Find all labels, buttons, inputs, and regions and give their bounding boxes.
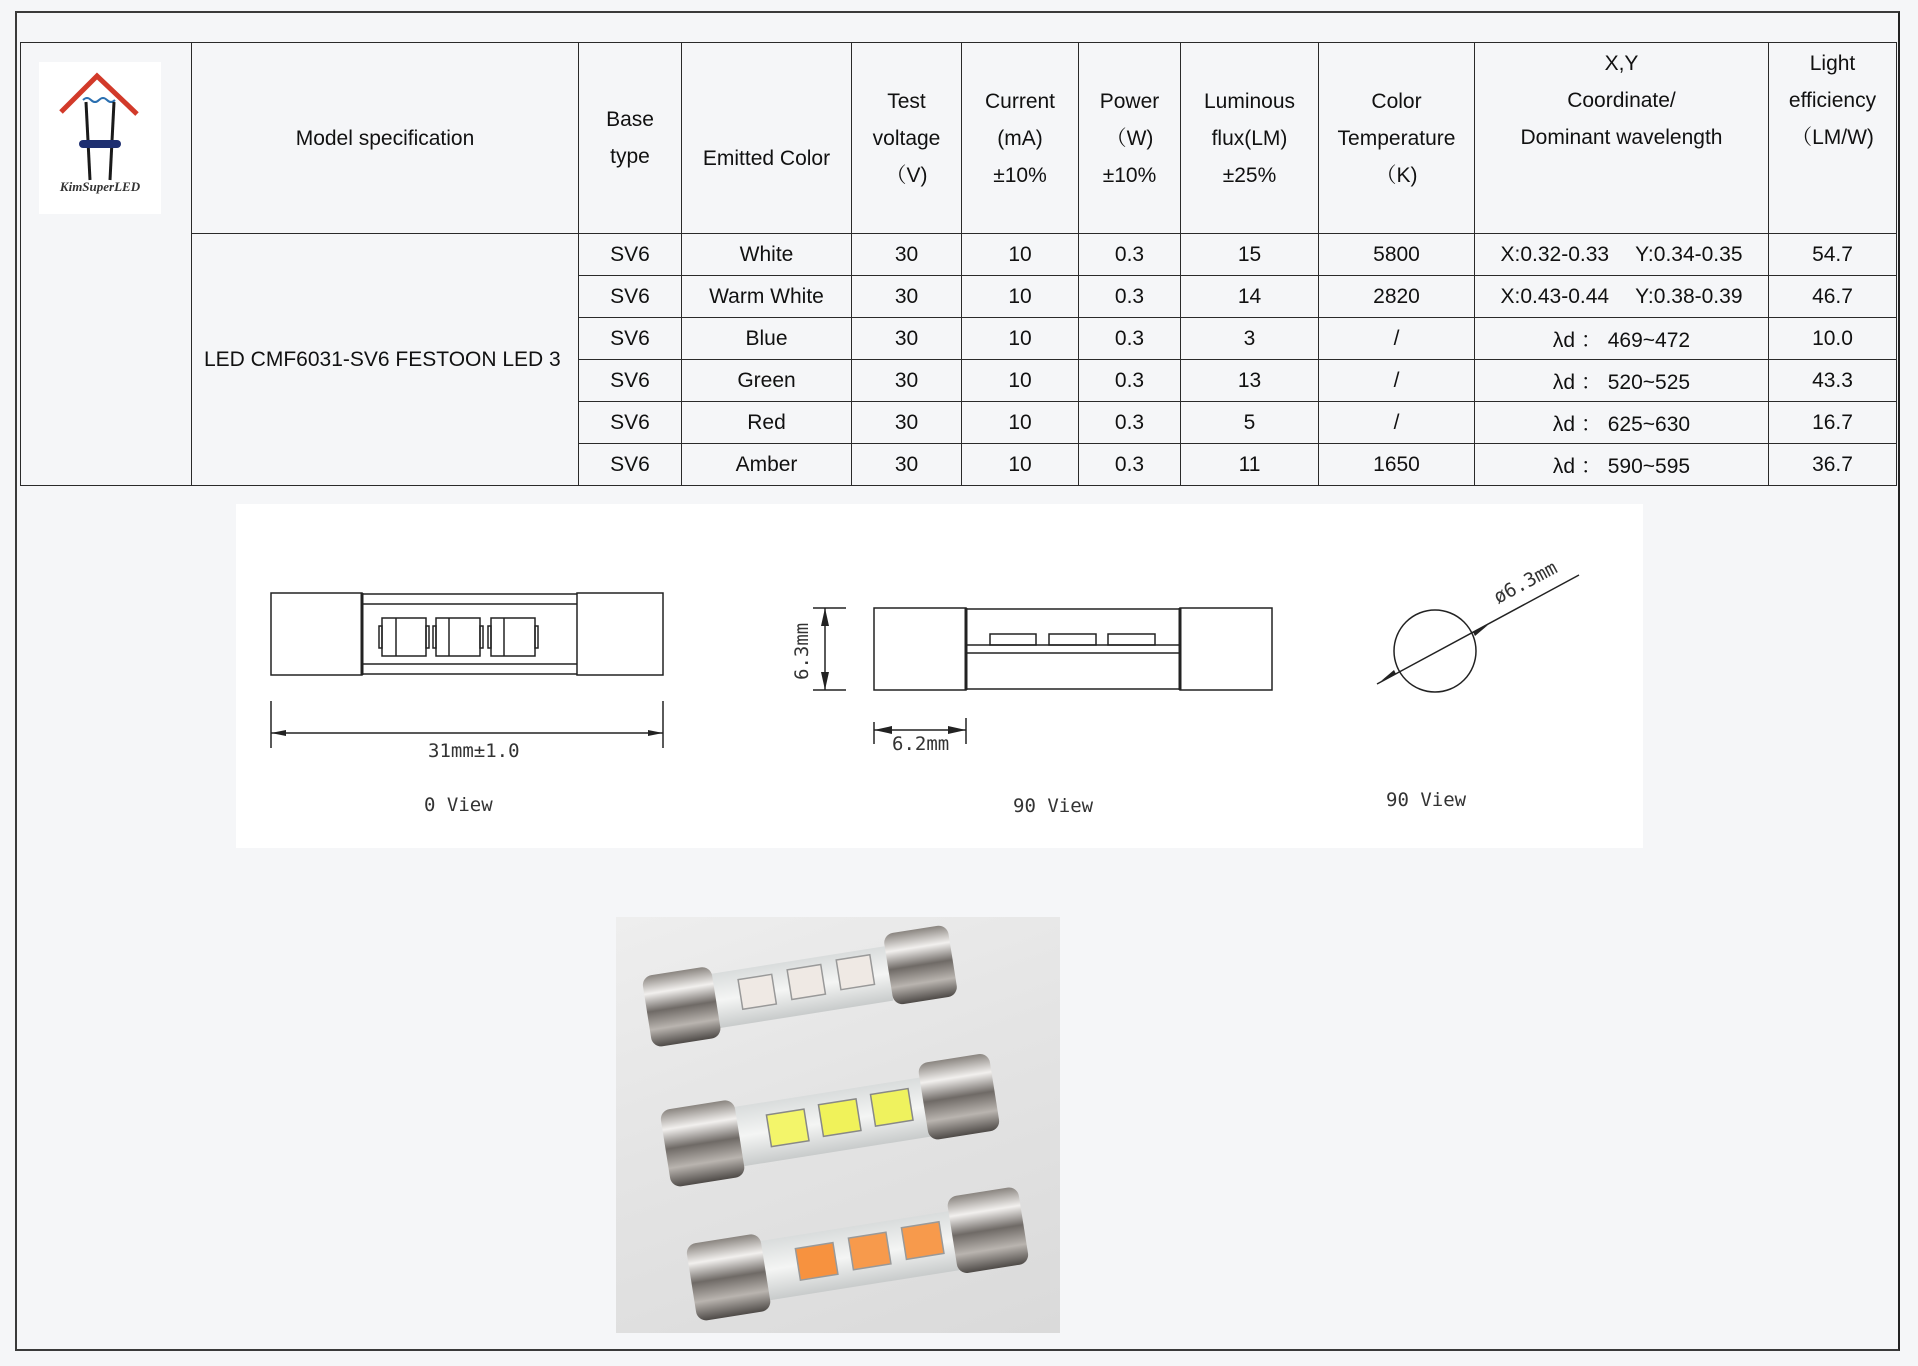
cell-efficiency: 10.0: [1769, 318, 1897, 360]
cell-voltage: 30: [852, 444, 962, 486]
cell-flux: 13: [1181, 360, 1319, 402]
cell-current: 10: [962, 276, 1079, 318]
cell-voltage: 30: [852, 402, 962, 444]
cell-wavelength: λd ： 520~525: [1475, 360, 1769, 402]
cell-efficiency: 43.3: [1769, 360, 1897, 402]
cell-color: Warm White: [682, 276, 852, 318]
header-test-voltage: Test voltage （V): [852, 43, 962, 234]
brand-logo: [39, 62, 161, 214]
cell-power: 0.3: [1079, 318, 1181, 360]
front-view-drawing: [271, 593, 663, 748]
header-model: Model specification: [192, 43, 579, 234]
cell-color: Amber: [682, 444, 852, 486]
cell-power: 0.3: [1079, 444, 1181, 486]
cell-power: 0.3: [1079, 360, 1181, 402]
spec-table: [20, 42, 1897, 486]
cell-flux: 3: [1181, 318, 1319, 360]
cell-voltage: 30: [852, 234, 962, 276]
cell-base: SV6: [579, 444, 682, 486]
cell-power: 0.3: [1079, 276, 1181, 318]
header-emitted-color: Emitted Color: [682, 43, 852, 234]
cell-xy: X:0.32-0.33 Y:0.34-0.35: [1475, 234, 1769, 276]
cell-cct: /: [1319, 360, 1475, 402]
cell-current: 10: [962, 234, 1079, 276]
cell-efficiency: 54.7: [1769, 234, 1897, 276]
header-row: [21, 43, 1897, 234]
cell-flux: 14: [1181, 276, 1319, 318]
cell-color: Green: [682, 360, 852, 402]
cell-color: White: [682, 234, 852, 276]
length-dimension-label: 31mm±1.0: [428, 740, 520, 762]
cell-efficiency: 36.7: [1769, 444, 1897, 486]
cell-flux: 15: [1181, 234, 1319, 276]
cap-dimension-label: 6.2mm: [892, 733, 950, 755]
cell-base: SV6: [579, 402, 682, 444]
technical-drawing-panel: [236, 504, 1643, 848]
header-power: Power （W) ±10%: [1079, 43, 1181, 234]
cell-cct: 1650: [1319, 444, 1475, 486]
cell-cct: 2820: [1319, 276, 1475, 318]
product-photo: [616, 917, 1060, 1333]
cell-efficiency: 16.7: [1769, 402, 1897, 444]
cell-cct: 5800: [1319, 234, 1475, 276]
bulb-unlit: [641, 924, 959, 1048]
cell-base: SV6: [579, 318, 682, 360]
header-current: Current (mA) ±10%: [962, 43, 1079, 234]
cell-cct: /: [1319, 318, 1475, 360]
logo-text: KimSuperLED: [59, 179, 141, 194]
model-name: LED CMF6031-SV6 FESTOON LED 3: [192, 234, 579, 486]
cell-cct: /: [1319, 402, 1475, 444]
side-view-drawing: [813, 608, 1272, 744]
cell-xy: X:0.43-0.44 Y:0.38-0.39: [1475, 276, 1769, 318]
bulb-amber-lit: [685, 1186, 1031, 1322]
cell-voltage: 30: [852, 318, 962, 360]
festoon-bulbs-photo: [616, 917, 1060, 1333]
cell-base: SV6: [579, 360, 682, 402]
cell-current: 10: [962, 360, 1079, 402]
header-light-efficiency: Light efficiency （LM/W): [1769, 43, 1897, 234]
cell-voltage: 30: [852, 276, 962, 318]
cell-base: SV6: [579, 234, 682, 276]
cell-current: 10: [962, 444, 1079, 486]
cell-current: 10: [962, 318, 1079, 360]
end-view-caption: 90 View: [1386, 789, 1467, 811]
logo-cell: [21, 43, 192, 486]
header-xy-coordinate: X,Y Coordinate/ Dominant wavelength: [1475, 43, 1769, 234]
dimension-drawing: [236, 504, 1643, 848]
bulb-white-lit: [659, 1053, 1002, 1188]
cell-voltage: 30: [852, 360, 962, 402]
cell-wavelength: λd ： 625~630: [1475, 402, 1769, 444]
front-view-caption: 0 View: [424, 794, 493, 816]
diameter-label: ø6.3mm: [1490, 556, 1561, 609]
cell-flux: 5: [1181, 402, 1319, 444]
cell-power: 0.3: [1079, 234, 1181, 276]
end-view-drawing: [1377, 575, 1579, 692]
header-base-type: Base type: [579, 43, 682, 234]
table-row: [21, 234, 1897, 276]
header-color-temperature: Color Temperature （K): [1319, 43, 1475, 234]
cell-efficiency: 46.7: [1769, 276, 1897, 318]
cell-color: Red: [682, 402, 852, 444]
cell-flux: 11: [1181, 444, 1319, 486]
cell-power: 0.3: [1079, 402, 1181, 444]
cell-color: Blue: [682, 318, 852, 360]
cell-current: 10: [962, 402, 1079, 444]
cell-base: SV6: [579, 276, 682, 318]
height-dimension-label: 6.3mm: [791, 622, 813, 680]
header-luminous-flux: Luminous flux(LM) ±25%: [1181, 43, 1319, 234]
side-view-caption: 90 View: [1013, 795, 1094, 817]
cell-wavelength: λd ： 469~472: [1475, 318, 1769, 360]
cell-wavelength: λd ： 590~595: [1475, 444, 1769, 486]
